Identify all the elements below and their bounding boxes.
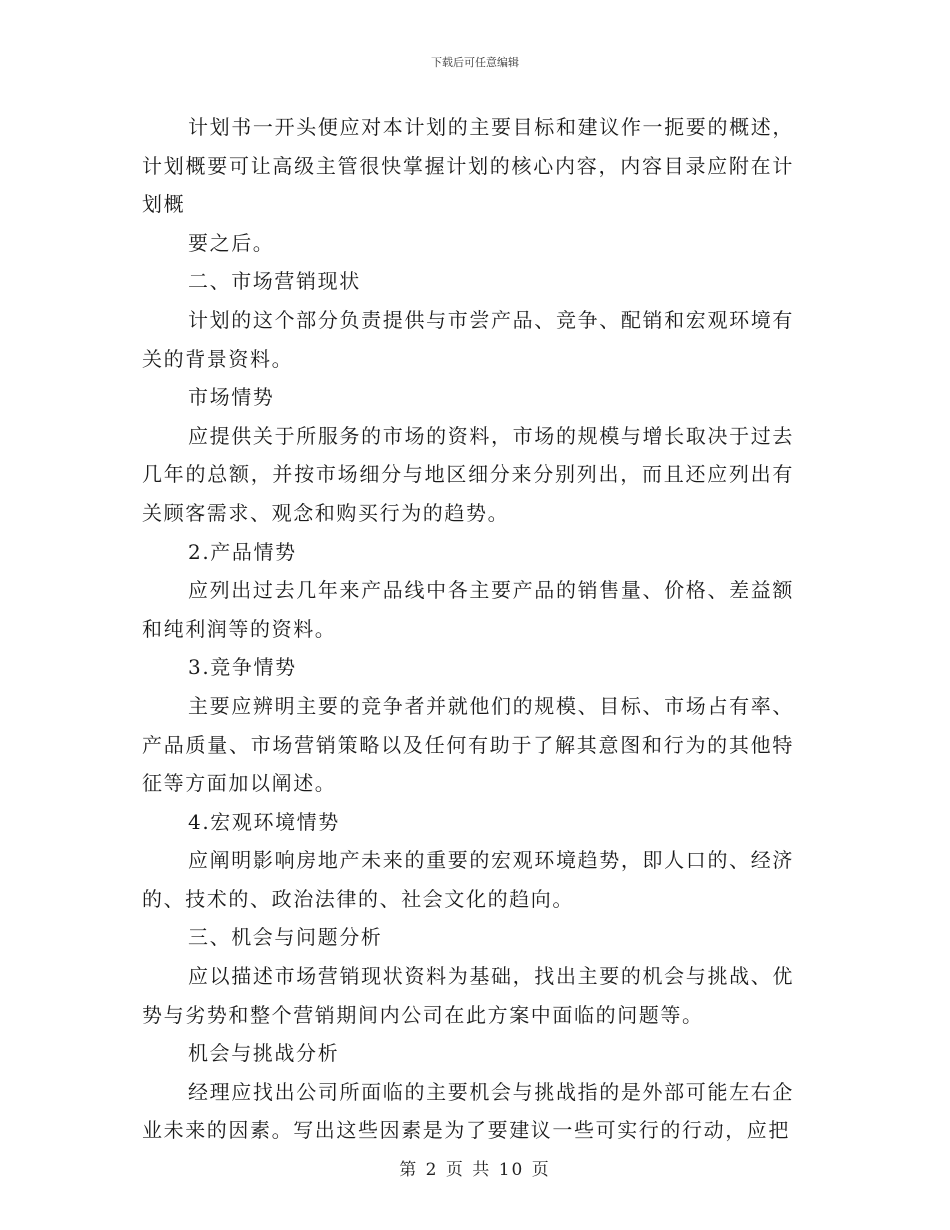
paragraph: 主要应辨明主要的竞争者并就他们的规模、目标、市场占有率、产品质量、市场营销策略以及任何有助于了解其意图和行为的其他特征等方面加以阐述。 [142, 693, 794, 796]
paragraph: 应提供关于所服务的市场的资料，市场的规模与增长取决于过去几年的总额，并按市场细分与地区细分来分别列出，而且还应列出有关顾客需求、观念和购买行为的趋势。 [142, 423, 794, 525]
subsection-heading: 2.产品情势 [188, 539, 297, 564]
page-header: 下载后可任意编辑 [431, 56, 519, 69]
paragraph: 经理应找出公司所面临的主要机会与挑战指的是外部可能左右企业未来的因素。写出这些因素是为了要建议一些可实行的行动，应把 [142, 1079, 794, 1143]
paragraph: 应阐明影响房地产未来的重要的宏观环境趋势，即人口的、经济的、技术的、政治法律的、社会文化的趋向。 [142, 848, 794, 911]
paragraph: 计划的这个部分负责提供与市尝产品、竞争、配销和宏观环境有关的背景资料。 [142, 307, 794, 371]
subsection-heading: 市场情势 [188, 385, 275, 410]
paragraph: 要之后。 [188, 230, 275, 255]
paragraph: 应以描述市场营销现状资料为基础，找出主要的机会与挑战、优势与劣势和整个营销期间内公司在此方案中面临的问题等。 [142, 964, 794, 1027]
subsection-heading: 机会与挑战分析 [188, 1041, 340, 1066]
subsection-heading: 4.宏观环境情势 [188, 809, 340, 834]
page-number-footer: 第 2 页 共 10 页 [399, 1160, 551, 1180]
subsection-heading: 3.竞争情势 [188, 655, 297, 680]
section-heading: 三、机会与问题分析 [188, 925, 383, 950]
section-heading: 二、市场营销现状 [188, 269, 361, 294]
paragraph: 应列出过去几年来产品线中各主要产品的销售量、价格、差益额和纯利润等的资料。 [142, 578, 794, 641]
paragraph: 计划书一开头便应对本计划的主要目标和建议作一扼要的概述，计划概要可让高级主管很快掌握计划的核心内容，内容目录应附在计划概 [142, 115, 794, 217]
document-body [142, 108, 794, 1150]
